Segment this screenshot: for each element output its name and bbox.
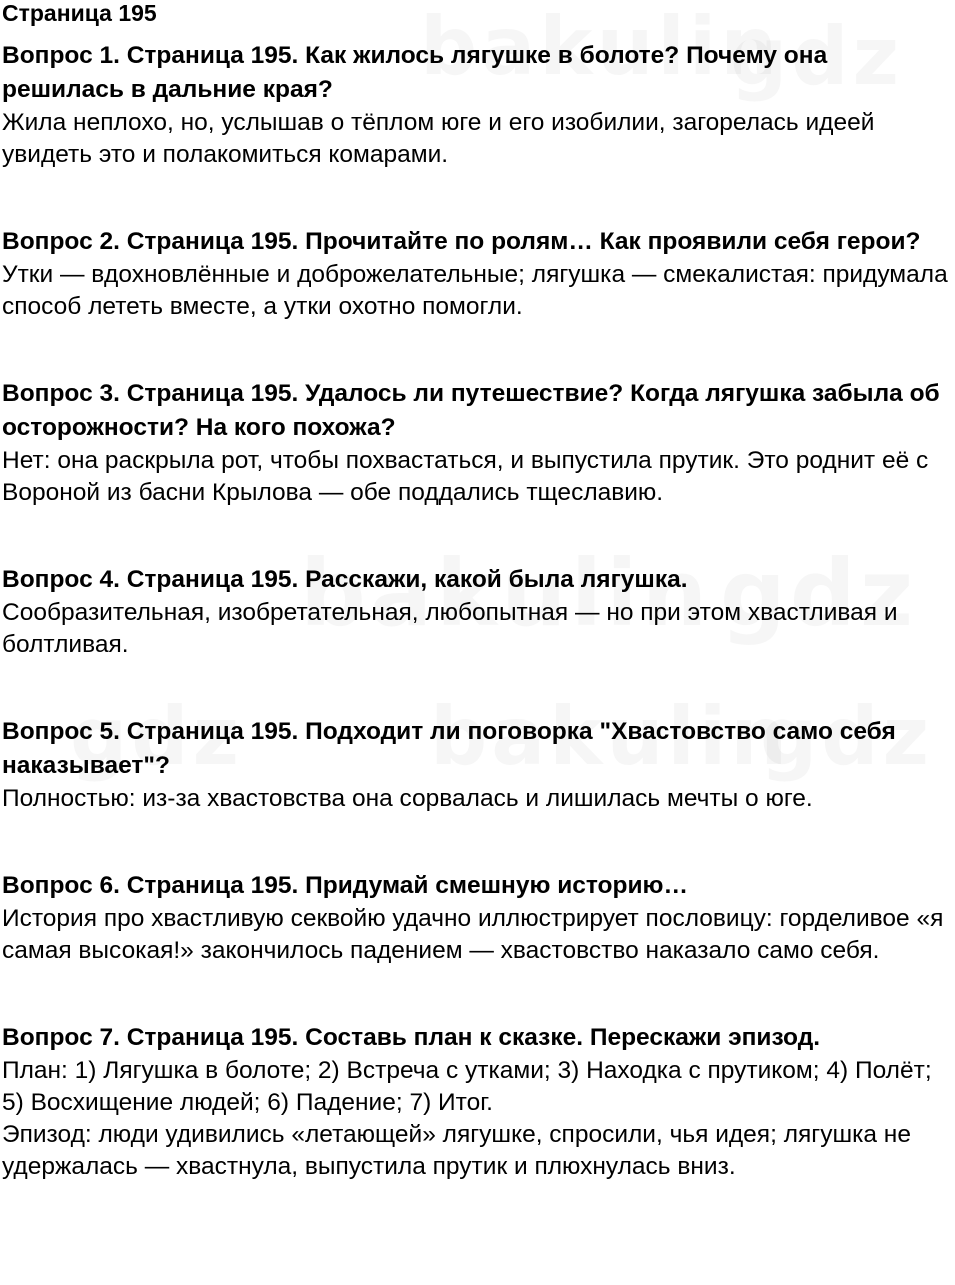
qa-block-5 (2, 715, 951, 815)
question-heading: Вопрос 6. Страница 195. Придумай смешную историю… (2, 872, 688, 899)
answer-text: Утки — вдохновлённые и доброжелательные; лягушка — смекалистая: придумала способ лететь вместе, а утки охотно помогли. (2, 261, 948, 320)
question-heading: Вопрос 2. Страница 195. Прочитайте по ролям… Как проявили себя герои? (2, 228, 921, 255)
question-heading: Вопрос 4. Страница 195. Расскажи, какой была лягушка. (2, 566, 688, 593)
answer-text: Полностью: из-за хвастовства она сорвалась и лишилась мечты о юге. (2, 785, 813, 812)
answer-text: Сообразительная, изобретательная, любопытная — но при этом хвастливая и болтливая. (2, 599, 898, 658)
answer-episode-text: Эпизод: люди удивились «летающей» лягушке, спросили, чья идея; лягушка не удержалась — хвастнула, выпустила прутик и плюхнулась вниз. (2, 1121, 911, 1180)
qa-block-4 (2, 563, 951, 661)
question-heading: Вопрос 1. Страница 195. Как жилось лягушке в болоте? Почему она решилась в дальние края? (2, 42, 828, 103)
answer-text: История про хвастливую секвойю удачно иллюстрирует пословицу: горделивое «я самая высокая!» закончилось падением — хвастовство наказало само себя. (2, 905, 944, 964)
qa-block-3 (2, 377, 951, 509)
answer-text: Жила неплохо, но, услышав о тёплом юге и его изобилии, загорелась идеей увидеть это и полакомиться комарами. (2, 109, 875, 168)
question-heading: Вопрос 7. Страница 195. Составь план к сказке. Перескажи эпизод. (2, 1024, 821, 1051)
qa-block-7 (2, 1021, 951, 1183)
answer-text: Нет: она раскрыла рот, чтобы похвастаться, и выпустила прутик. Это роднит её с Вороной из басни Крылова — обе поддались тщеславию. (2, 447, 929, 506)
qa-block-1 (2, 39, 951, 171)
question-heading: Вопрос 5. Страница 195. Подходит ли поговорка "Хвастовство само себя наказывает"? (2, 718, 896, 779)
answer-plan-text: План: 1) Лягушка в болоте; 2) Встреча с утками; 3) Находка с прутиком; 4) Полёт; 5) Восхищение людей; 6) Падение; 7) Итог. (2, 1057, 932, 1116)
qa-block-2 (2, 225, 951, 323)
question-heading: Вопрос 3. Страница 195. Удалось ли путешествие? Когда лягушка забыла об осторожности? На кого похожа? (2, 380, 940, 441)
page-title: Страница 195 (2, 0, 157, 26)
qa-block-6 (2, 869, 951, 967)
